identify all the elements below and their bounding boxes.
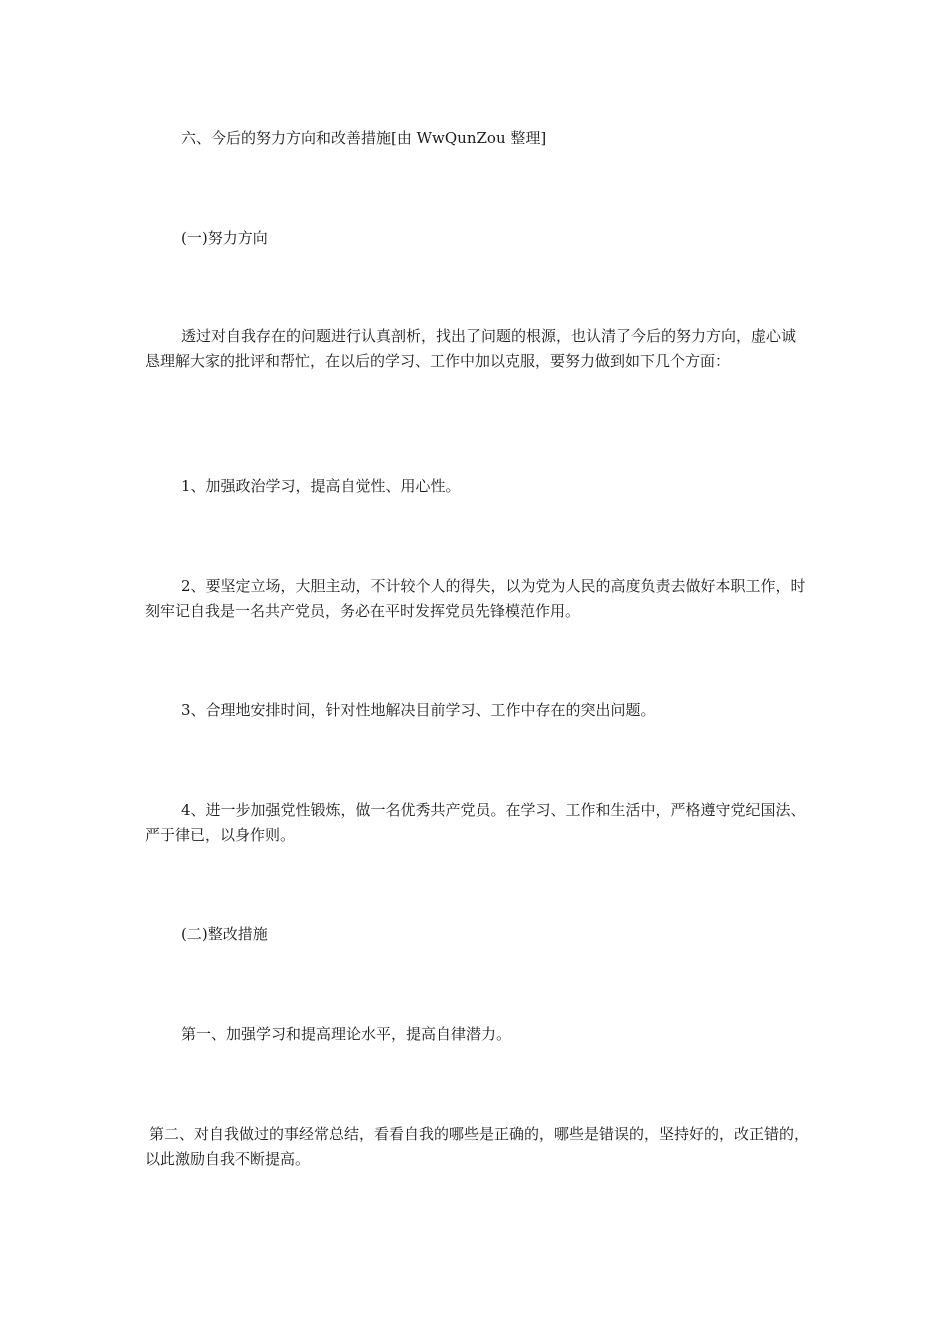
direction-item-3: 3、合理地安排时间，针对性地解决目前学习、工作中存在的突出问题。: [181, 701, 656, 719]
direction-item-2: 2、要坚定立场，大胆主动，不计较个人的得失，以为党为人民的高度负责去做好本职工作，时刻牢记自我是一名共产党员，务必在平时发挥党员先锋模范作用。: [145, 577, 806, 620]
intro-paragraph: 透过对自我存在的问题进行认真剖析，找出了问题的根源，也认清了今后的努力方向，虚心诚恳理解大家的批评和帮忙，在以后的学习、工作中加以克服，要努力做到如下几个方面：: [145, 327, 797, 370]
section-heading-improvement: 六、今后的努力方向和改善措施[由 WwQunZou 整理]: [181, 129, 547, 147]
measure-item-2: 第二、对自我做过的事经常总结，看看自我的哪些是正确的，哪些是错误的，坚持好的，改正错的，以此激励自我不断提高。: [145, 1125, 810, 1168]
measure-item-1: 第一、加强学习和提高理论水平，提高自律潜力。: [181, 1025, 512, 1043]
direction-item-1: 1、加强政治学习，提高自觉性、用心性。: [181, 477, 461, 495]
subheading-measures: (二)整改措施: [181, 925, 268, 943]
direction-item-4: 4、进一步加强党性锻炼，做一名优秀共产党员。在学习、工作和生活中，严格遵守党纪国法、严于律已，以身作则。: [145, 801, 806, 844]
subheading-direction: (一)努力方向: [181, 229, 268, 247]
